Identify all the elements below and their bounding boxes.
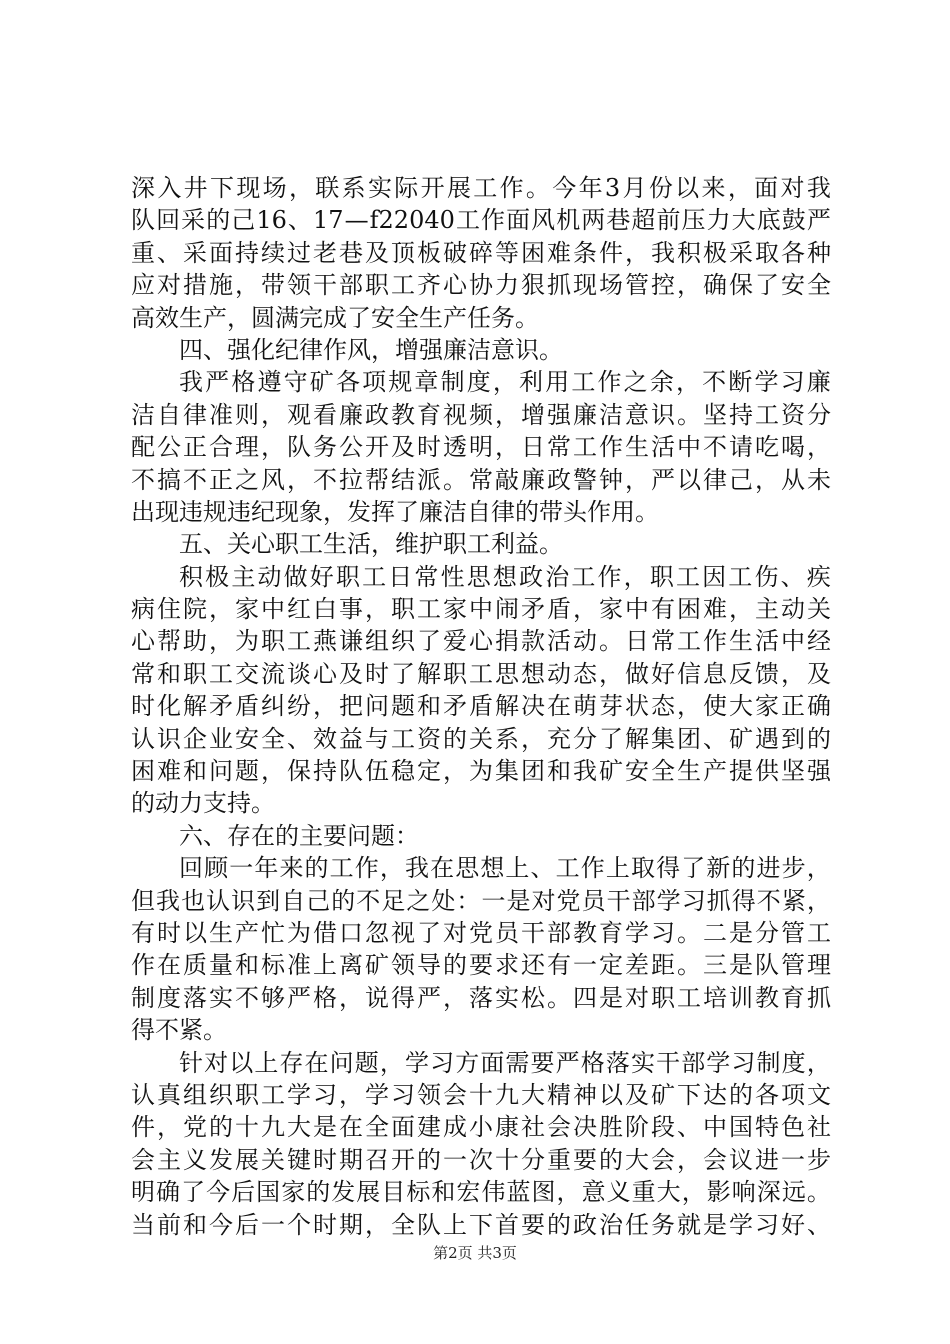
text-line: 的动力支持。: [131, 789, 275, 818]
text-line: 但 我 也 认 识 到 自 己 的 不 足 之 处 ： 一 是 对 党 员 干 部 学 习 抓 得 不 紧 ，: [131, 886, 831, 915]
document-body: [131, 172, 831, 1241]
text-line: 困 难 和 问 题 ， 保 持 队 伍 稳 定 ， 为 集 团 和 我 矿 安 全 生 产 提 供 坚 强: [131, 757, 831, 786]
text-line: 有 时 以 生 产 忙 为 借 口 忽 视 了 对 党 员 干 部 教 育 学 习 。 二 是 分 管 工: [131, 918, 831, 947]
text-line: 时 化 解 矛 盾 纠 纷 ， 把 问 题 和 矛 盾 解 决 在 萌 芽 状 态 ， 使 大 家 正 确: [131, 692, 831, 721]
text-line: 配 公 正 合 理 ， 队 务 公 开 及 时 透 明 ， 日 常 工 作 生 活 中 不 请 吃 喝 ，: [131, 433, 831, 462]
text-line: 心 帮 助 ， 为 职 工 燕 谦 组 织 了 爱 心 捐 款 活 动 。 日 常 工 作 生 活 中 经: [131, 627, 831, 656]
text-line: 件 ， 党 的 十 九 大 是 在 全 面 建 成 小 康 社 会 决 胜 阶 段 、 中 国 特 色 社: [131, 1113, 831, 1142]
text-line: 会 主 义 发 展 关 键 时 期 召 开 的 一 次 十 分 重 要 的 大 会 ， 会 议 进 一 步: [131, 1145, 831, 1174]
text-line: 病 住 院 ， 家 中 红 白 事 ， 职 工 家 中 闹 矛 盾 ， 家 中 有 困 难 ， 主 动 关: [131, 595, 831, 624]
text-line: 积 极 主 动 做 好 职 工 日 常 性 思 想 政 治 工 作 ， 职 工 因 工 伤 、 疾: [179, 562, 831, 591]
section-heading: 五、关心职工生活，维护职工利益。: [179, 530, 563, 559]
text-line: 应 对 措 施 ， 带 领 干 部 职 工 齐 心 协 力 狠 抓 现 场 管 控 ， 确 保 了 安 全: [131, 271, 831, 300]
text-line: 作 在 质 量 和 标 准 上 离 矿 领 导 的 要 求 还 有 一 定 差 距 。 三 是 队 管 理: [131, 951, 831, 980]
text-line: 深 入 井 下 现 场 ， 联 系 实 际 开 展 工 作 。 今 年 3 月 份 以 来 ， 面 对 我: [131, 174, 831, 202]
section-heading: 四、强化纪律作风，增强廉洁意识。: [179, 335, 563, 364]
text-line: 不 搞 不 正 之 风 ， 不 拉 帮 结 派 。 常 敲 廉 政 警 钟 ， 严 以 律 己 ， 从 未: [131, 465, 831, 494]
text-line: 当 前 和 今 后 一 个 时 期 ， 全 队 上 下 首 要 的 政 治 任 务 就 是 学 习 好 、: [131, 1210, 831, 1239]
text-line: 我 严 格 遵 守 矿 各 项 规 章 制 度 ， 利 用 工 作 之 余 ， 不 断 学 习 廉: [179, 368, 831, 397]
page-footer: 第2页 共3页: [433, 1244, 517, 1262]
text-line: 高效生产，圆满完成了安全生产任务。: [131, 303, 539, 332]
text-line: 得不紧。: [131, 1016, 227, 1045]
text-line: 认 识 企 业 安 全 、 效 益 与 工 资 的 关 系 ， 充 分 了 解 集 团 、 矿 遇 到 的: [131, 724, 831, 753]
text-line: 出现违规违纪现象，发挥了廉洁自律的带头作用。: [131, 497, 659, 526]
text-line: 常 和 职 工 交 流 谈 心 及 时 了 解 职 工 思 想 动 态 ， 做 好 信 息 反 馈 ， 及: [131, 659, 831, 688]
text-line: 明 确 了 今 后 国 家 的 发 展 目 标 和 宏 伟 蓝 图 ， 意 义 重 大 ， 影 响 深 远 。: [131, 1178, 831, 1207]
text-line: 洁 自 律 准 则 ， 观 看 廉 政 教 育 视 频 ， 增 强 廉 洁 意 识 。 坚 持 工 资 分: [131, 400, 831, 429]
text-line: 重 、 采 面 持 续 过 老 巷 及 顶 板 破 碎 等 困 难 条 件 ， 我 积 极 采 取 各 种: [131, 238, 831, 267]
text-line: 认 真 组 织 职 工 学 习 ， 学 习 领 会 十 九 大 精 神 以 及 矿 下 达 的 各 项 文: [131, 1080, 831, 1109]
section-heading: 六、存在的主要问题：: [179, 821, 419, 850]
text-line: 回 顾 一 年 来 的 工 作 ， 我 在 思 想 上 、 工 作 上 取 得 了 新 的 进 步 ，: [179, 854, 831, 883]
text-line: 队 回 采 的 己 16 、 17 — f22040 工 作 面 风 机 两 巷 超 前 压 力 大 底 鼓 严: [131, 206, 831, 235]
text-line: 制 度 落 实 不 够 严 格 ， 说 得 严 ， 落 实 松 。 四 是 对 职 工 培 训 教 育 抓: [131, 983, 831, 1012]
text-line: 针 对 以 上 存 在 问 题 ， 学 习 方 面 需 要 严 格 落 实 干 部 学 习 制 度 ，: [179, 1048, 831, 1077]
